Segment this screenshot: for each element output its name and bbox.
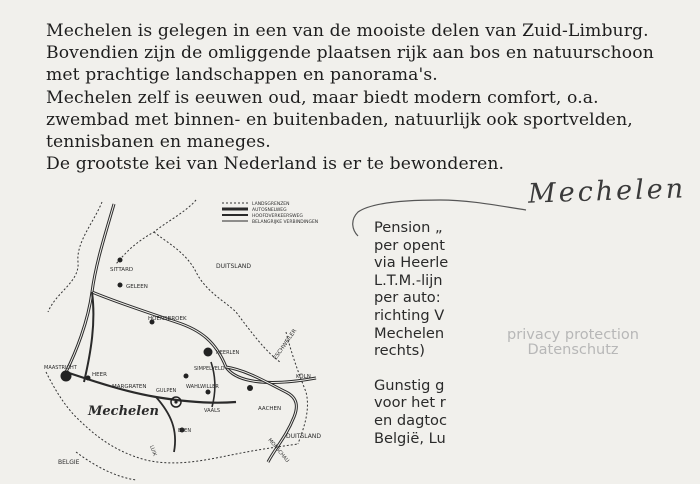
directions-line: voor het r [374, 394, 446, 412]
town-dot [184, 374, 189, 379]
place-label: SIMPELVELD [194, 366, 225, 372]
border-line [116, 200, 196, 264]
place-label: LUIK [148, 444, 158, 457]
directions-line: L.T.M.-lijn [374, 271, 443, 289]
handwritten-place-name: Mechelen [527, 173, 687, 210]
place-label: DUITSLAND [286, 433, 321, 440]
directions-line: via Heerle [374, 254, 449, 272]
town-dot [247, 385, 253, 391]
town-dot [61, 371, 72, 382]
place-label: VAALS [204, 408, 221, 414]
place-label: MAASTRICHT [44, 365, 77, 371]
directions-line: en dagtoc [374, 411, 448, 429]
intro-line: Bovendien zijn de omliggende plaatsen rijk aan bos en natuurschoon [46, 43, 654, 64]
legend-label: BELANGRIJKE VERBINDINGEN [252, 220, 319, 225]
intro-line: Mechelen is gelegen in een van de mooiste delen van Zuid-Limburg. [46, 21, 649, 41]
privacy-watermark [500, 328, 646, 358]
intro-line: tennisbanen en maneges. [46, 132, 271, 153]
place-label: Mechelen [88, 404, 159, 419]
border-line [154, 232, 280, 362]
place-label: HOENSBROEK [148, 316, 187, 322]
directions-line: België, Lu [374, 429, 446, 447]
directions-line: richting V [374, 306, 445, 324]
place-label: KÖLN [296, 374, 311, 380]
place-label: DUITSLAND [216, 263, 251, 270]
region-map [36, 192, 336, 482]
directions-line: per opent [374, 236, 446, 254]
place-label: WAHLWILLER [186, 384, 219, 390]
intro-line: Mechelen zelf is eeuwen oud, maar biedt modern comfort, o.a. [46, 87, 599, 108]
town-dot [174, 400, 177, 403]
place-label: BELGIE [58, 459, 80, 466]
town-dot [86, 376, 91, 381]
border-line [76, 452, 136, 480]
place-label: HEER [92, 372, 107, 378]
town-dot [118, 283, 123, 288]
place-label: SITTARD [110, 267, 134, 273]
privacy-line: Datenschutz [527, 342, 619, 358]
town-dot [204, 348, 213, 357]
privacy-line: privacy protection [507, 327, 639, 343]
map-legend [222, 201, 318, 225]
intro-line: met prachtige landschappen en panorama's. [46, 65, 438, 86]
legend-label: LANDSGRENZEN [252, 202, 290, 207]
border-line [48, 202, 102, 312]
directions-text [374, 219, 450, 447]
intro-line: zwembad met binnen- en buitenbaden, natuurlijk ook sportvelden, [46, 109, 633, 130]
place-label: GELEEN [126, 284, 148, 290]
directions-line: per auto: [374, 289, 441, 307]
place-label: MARGRATEN [112, 384, 147, 390]
directions-line: Mechelen [374, 324, 445, 342]
legend-label: HOOFDVERKEERSWEG [252, 214, 303, 219]
directions-line: rechts) [374, 342, 425, 360]
place-label: MONSCHAU [266, 437, 291, 464]
legend-label: AUTOSNELWEG [252, 208, 287, 213]
place-label: EPEN [178, 428, 192, 434]
intro-line: De grootste kei van Nederland is er te bewonderen. [46, 154, 505, 175]
place-label: ESCHWEILER [272, 328, 299, 362]
town-dot [118, 258, 123, 263]
place-label: GULPEN [156, 388, 177, 394]
place-label: HEERLEN [216, 350, 240, 356]
directions-line: Pension „ [374, 219, 443, 236]
directions-line: Gunstig g [374, 376, 445, 394]
border-line [46, 372, 298, 463]
town-dot [206, 390, 211, 395]
place-label: AACHEN [258, 406, 282, 412]
